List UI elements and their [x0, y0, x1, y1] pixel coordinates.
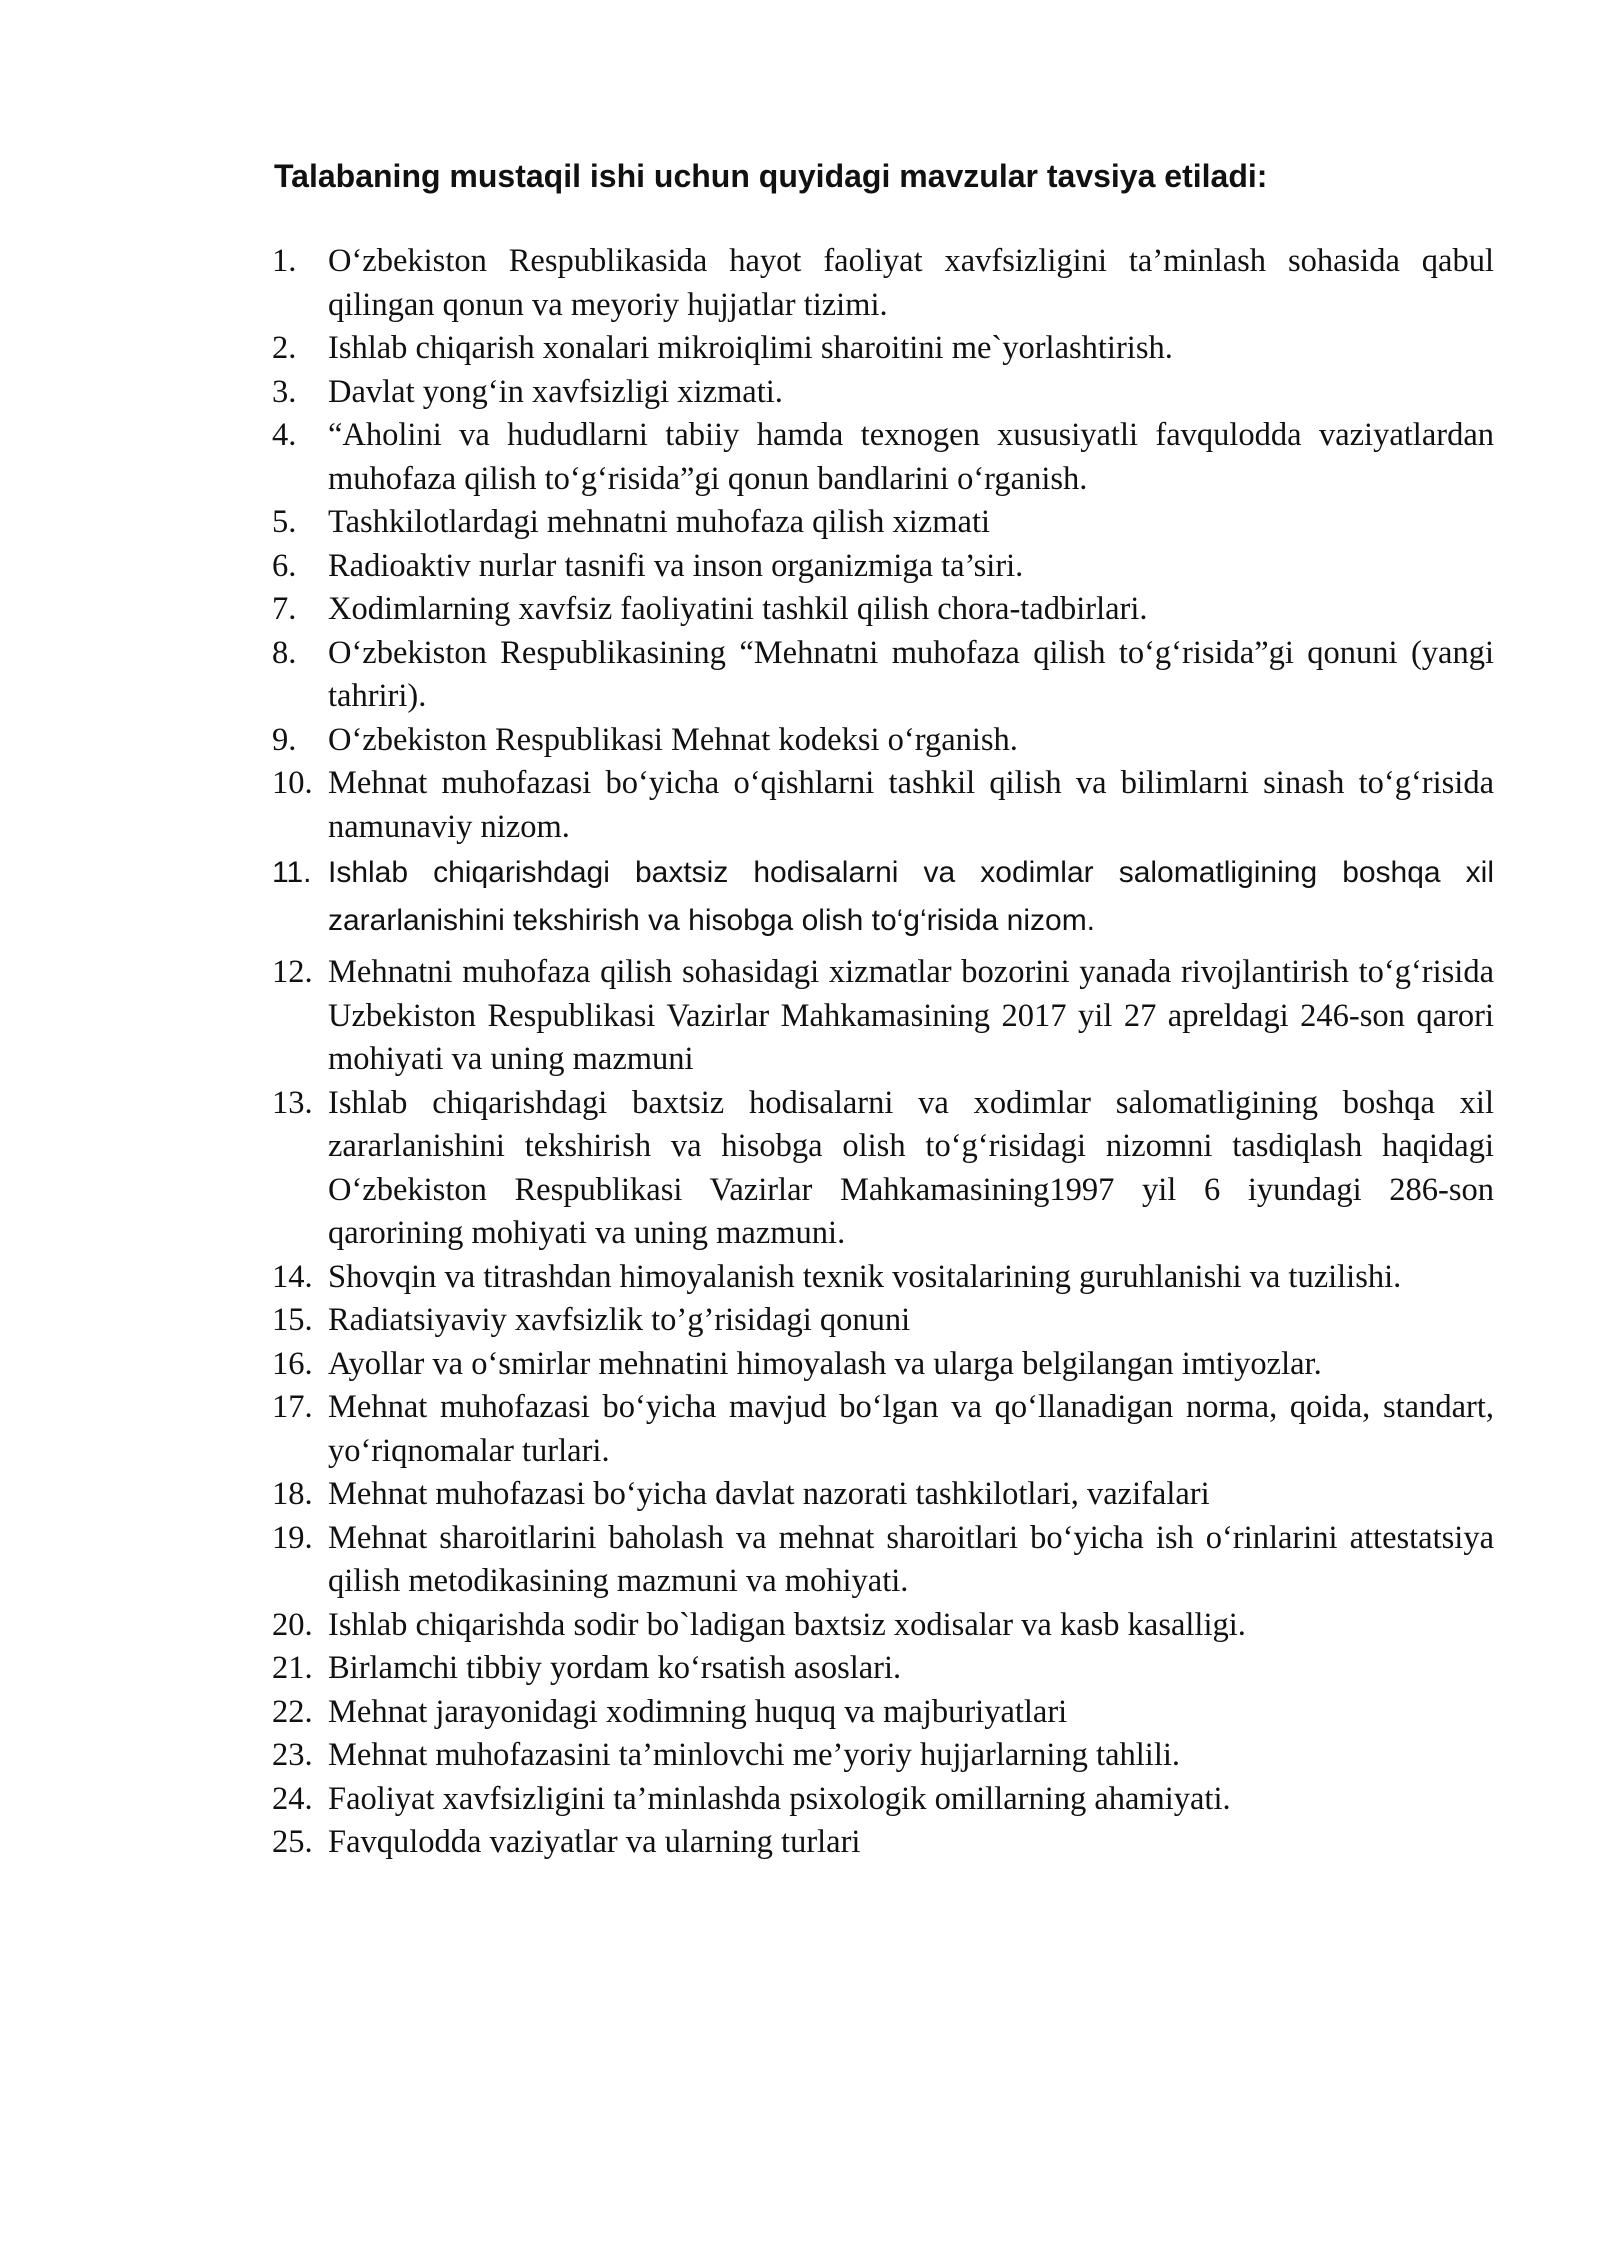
- item-text: Ishlab chiqarishda sodir bo`ladigan baxtsiz xodisalar va kasb kasalligi.: [328, 1606, 1246, 1643]
- item-text: O‘zbekiston Respublikasida hayot faoliyat xavfsizligini ta’minlash sohasida qabul qilingan qonun va meyoriy hujjatlar tizimi.: [328, 243, 1494, 323]
- item-number: 5.: [272, 504, 297, 540]
- item-text: O‘zbekiston Respublikasining “Mehnatni muhofaza qilish to‘g‘risida”gi qonuni (yangi tahriri).: [328, 634, 1494, 714]
- item-number: 6.: [272, 547, 297, 584]
- item-text: Mehnat muhofazasi bo‘yicha davlat nazorati tashkilotlari, vazifalari: [328, 1476, 1210, 1512]
- item-number: 24.: [272, 1780, 313, 1817]
- item-text: Birlamchi tibbiy yordam ko‘rsatish asoslari.: [328, 1650, 902, 1686]
- list-item: [272, 632, 1494, 719]
- item-number: 10.: [272, 765, 313, 801]
- item-text: Radioaktiv nurlar tasnifi va inson organizmiga ta’siri.: [328, 547, 1024, 584]
- item-text: Ishlab chiqarishdagi baxtsiz hodisalarni va xodimlar salomatligining boshqa xil zararlanishini tekshirish va hisobga olish to‘g‘risidagi nizomni tasdiqlash haqidagi O‘zbekiston Respublikasi Vazirlar Mahkamasining1997 yil 6 iyundagi 286-son qarorining mohiyati va uning mazmuni.: [328, 1084, 1494, 1251]
- item-text: Mehnat muhofazasi bo‘yicha mavjud bo‘lgan va qo‘llanadigan norma, qoida, standart, yo‘riqnomalar turlari.: [328, 1389, 1494, 1469]
- item-number: 8.: [272, 634, 297, 671]
- list-item: [272, 327, 1494, 371]
- item-number: 2.: [272, 330, 297, 366]
- list-item: [272, 1343, 1494, 1387]
- item-text: Mehnat muhofazasi bo‘yicha o‘qishlarni tashkil qilish va bilimlarni sinash to‘g‘risida namunaviy nizom.: [328, 765, 1494, 845]
- item-text: O‘zbekiston Respublikasi Mehnat kodeksi o‘rganish.: [328, 721, 1018, 758]
- item-number: 21.: [272, 1650, 313, 1686]
- item-number: 18.: [272, 1476, 313, 1512]
- item-text: Xodimlarning xavfsiz faoliyatini tashkil qilish chora-tadbirlari.: [328, 591, 1148, 627]
- item-number: 20.: [272, 1606, 313, 1643]
- topic-list: [0, 240, 1600, 1865]
- item-number: 1.: [272, 243, 297, 279]
- item-number: 15.: [272, 1302, 313, 1338]
- item-text: Faoliyat xavfsizligini ta’minlashda psixologik omillarning ahamiyati.: [328, 1780, 1231, 1817]
- item-text: Ayollar va o‘smirlar mehnatini himoyalash va ularga belgilangan imtiyozlar.: [328, 1345, 1322, 1382]
- item-number: 25.: [272, 1824, 313, 1860]
- item-number: 13.: [272, 1084, 313, 1121]
- list-item: [272, 1691, 1494, 1735]
- list-item: [272, 719, 1494, 763]
- item-text: Mehnatni muhofaza qilish sohasidagi xizmatlar bozorini yanada rivojlantirish to‘g‘risida Uzbekiston Respublikasi Vazirlar Mahkamasining 2017 yil 27 apreldagi 246-son qarori mohiyati va uning mazmuni: [328, 954, 1494, 1077]
- list-item: [272, 1778, 1494, 1822]
- list-item: [272, 1604, 1494, 1648]
- item-number: 7.: [272, 591, 297, 627]
- list-item: [272, 501, 1494, 545]
- item-number: 17.: [272, 1389, 313, 1425]
- page-title: Talabaning mustaqil ishi uchun quyidagi mavzular tavsiya etiladi:: [274, 158, 1268, 194]
- item-number: 16.: [272, 1345, 313, 1382]
- list-item: [272, 762, 1494, 849]
- list-item: [272, 1299, 1494, 1343]
- item-number: 12.: [272, 954, 313, 990]
- item-text: Radiatsiyaviy xavfsizlik to’g’risidagi qonuni: [328, 1302, 911, 1338]
- item-number: 9.: [272, 721, 297, 758]
- item-number: 23.: [272, 1737, 313, 1773]
- list-item: [272, 371, 1494, 415]
- item-text: Ishlab chiqarishdagi baxtsiz hodisalarni va xodimlar salomatligining boshqa xil zararlanishini tekshirish va hisobga olish to‘g‘risida nizom.: [328, 856, 1494, 937]
- item-text: Favqulodda vaziyatlar va ularning turlari: [328, 1824, 861, 1860]
- item-number: 22.: [272, 1693, 313, 1730]
- item-number: 11.: [272, 856, 312, 889]
- list-item: [272, 951, 1494, 1082]
- item-text: Davlat yong‘in xavfsizligi xizmati.: [328, 373, 783, 410]
- list-item: [272, 240, 1494, 327]
- list-item: [272, 849, 1494, 945]
- item-text: Ishlab chiqarish xonalari mikroiqlimi sharoitini me`yorlashtirish.: [328, 330, 1173, 366]
- item-text: Tashkilotlardagi mehnatni muhofaza qilish xizmati: [328, 504, 990, 540]
- item-number: 14.: [272, 1258, 313, 1295]
- item-text: Mehnat sharoitlarini baholash va mehnat sharoitlari bo‘yicha ish o‘rinlarini attestatsiya qilish metodikasining mazmuni va mohiyati.: [328, 1519, 1494, 1599]
- list-item: [272, 545, 1494, 589]
- item-text: Mehnat muhofazasini ta’minlovchi me’yoriy hujjarlarning tahlili.: [328, 1737, 1180, 1773]
- list-item: [272, 1517, 1494, 1604]
- list-item: [272, 1082, 1494, 1256]
- item-number: 4.: [272, 417, 297, 453]
- item-text: Shovqin va titrashdan himoyalanish texnik vositalarining guruhlanishi va tuzilishi.: [328, 1258, 1402, 1295]
- item-text: Mehnat jarayonidagi xodimning huquq va majburiyatlari: [328, 1693, 1068, 1730]
- list-item: [272, 1386, 1494, 1473]
- item-number: 19.: [272, 1519, 313, 1556]
- list-item: [272, 1647, 1494, 1691]
- list-item: [272, 1256, 1494, 1300]
- list-item: [272, 414, 1494, 501]
- list-item: [272, 1821, 1494, 1865]
- list-item: [272, 1473, 1494, 1517]
- list-item: [272, 588, 1494, 632]
- item-number: 3.: [272, 373, 297, 410]
- item-text: “Aholini va hududlarni tabiiy hamda texnogen xususiyatli favqulodda vaziyatlardan muhofaza qilish to‘g‘risida”gi qonun bandlarini o‘rganish.: [328, 417, 1494, 497]
- list-item: [272, 1734, 1494, 1778]
